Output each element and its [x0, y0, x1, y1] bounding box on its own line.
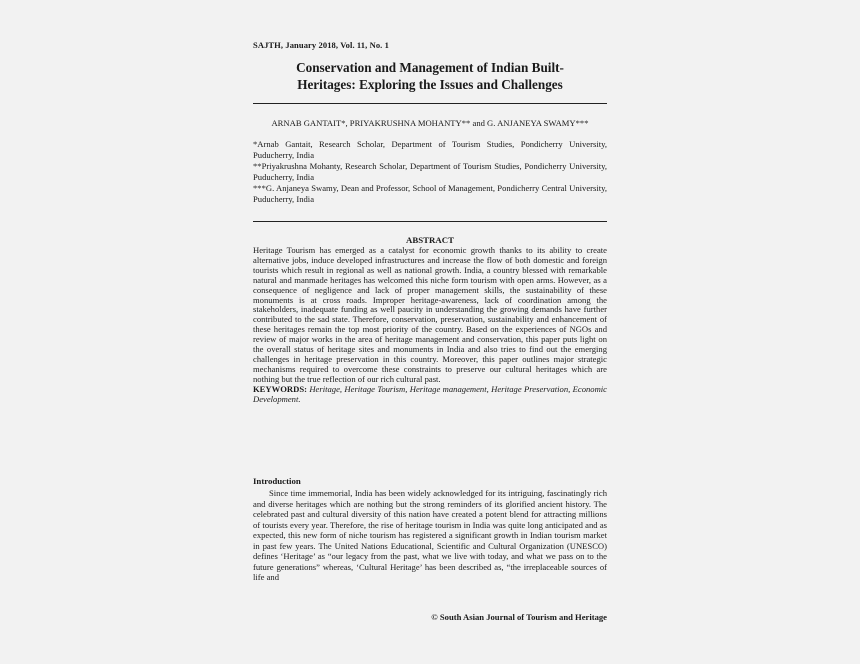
copyright-footer: © South Asian Journal of Tourism and Heritage: [431, 612, 607, 622]
keywords-label: KEYWORDS:: [253, 383, 307, 394]
title-line-2: Heritages: Exploring the Issues and Challenges: [297, 77, 563, 92]
abstract-section: [253, 246, 607, 405]
affiliation-1: *Arnab Gantait, Research Scholar, Department of Tourism Studies, Pondicherry University, Puducherry, India: [253, 139, 607, 160]
abstract-body: Heritage Tourism has emerged as a catalyst for economic growth thanks to its ability to create alternative jobs, induce developed infrastructures and increase the flow of both domestic and foreign tourists which result in regional as well as national growth. India, a country blessed with remarkable natural and manmade heritages has welcomed this niche form tourism with open arms. However, as a consequence of negligence and lack of proper management skills, the sustainability of these monuments is at cross roads. Improper heritage-awareness, lack of coordination among the stakeholders, inadequate funding as well paucity in understanding the growing demands have further contributed to the sad state. Therefore, conservation, preservation, sustainability and enhancement of these heritages remain the top most priority of the country. Based on the experiences of NGOs and review of major works in the area of heritage management and conservation, this paper puts light on the overall status of heritage sites and monuments in India and also tries to find out the emerging challenges in heritage preservation in this country. Moreover, this paper outlines major strategic mechanisms required to overcome these constraints to preserve our cultural heritages which are nothing but the true reflection of our rich cultural past.: [253, 245, 607, 384]
keywords-text: Heritage, Heritage Tourism, Heritage management, Heritage Preservation, Economic Development.: [253, 383, 607, 404]
paper-title: [253, 59, 607, 93]
affiliation-divider: [253, 221, 607, 222]
affiliations: [253, 139, 607, 204]
author-list: ARNAB GANTAIT*, PRIYAKRUSHNA MOHANTY** and G. ANJANEYA SWAMY***: [271, 118, 589, 128]
title-divider: [253, 103, 607, 104]
affiliation-3: ***G. Anjaneya Swamy, Dean and Professor, School of Management, Pondicherry Central University, Puducherry, India: [253, 182, 607, 204]
abstract-heading: ABSTRACT: [406, 235, 454, 245]
journal-header: SAJTH, January 2018, Vol. 11, No. 1: [253, 40, 389, 50]
affiliation-2: **Priyakrushna Mohanty, Research Scholar, Department of Tourism Studies, Pondicherry University, Puducherry, India: [253, 160, 607, 182]
title-line-1: Conservation and Management of Indian Built-: [296, 60, 564, 75]
introduction-body: Since time immemorial, India has been widely acknowledged for its intriguing, fascinatingly rich and diverse heritages which are nothing but the strong reminders of its glorified ancient history. The celebrated past and cultural diversity of this nation have created a potent blend for attracting millions of tourists every year. Therefore, the rise of heritage tourism in India was quite long anticipated and as expected, this new form of niche tourism has registered a significant growth in Indian tourism market in past few years. The United Nations Educational, Scientific and Cultural Organization (UNESCO) defines ‘Heritage’ as “our legacy from the past, what we live with today, and what we pass on to the future generations” whereas, ‘Cultural Heritage’ has been described as, “the irreplaceable sources of life and: [253, 488, 607, 582]
introduction-heading: Introduction: [253, 476, 301, 486]
